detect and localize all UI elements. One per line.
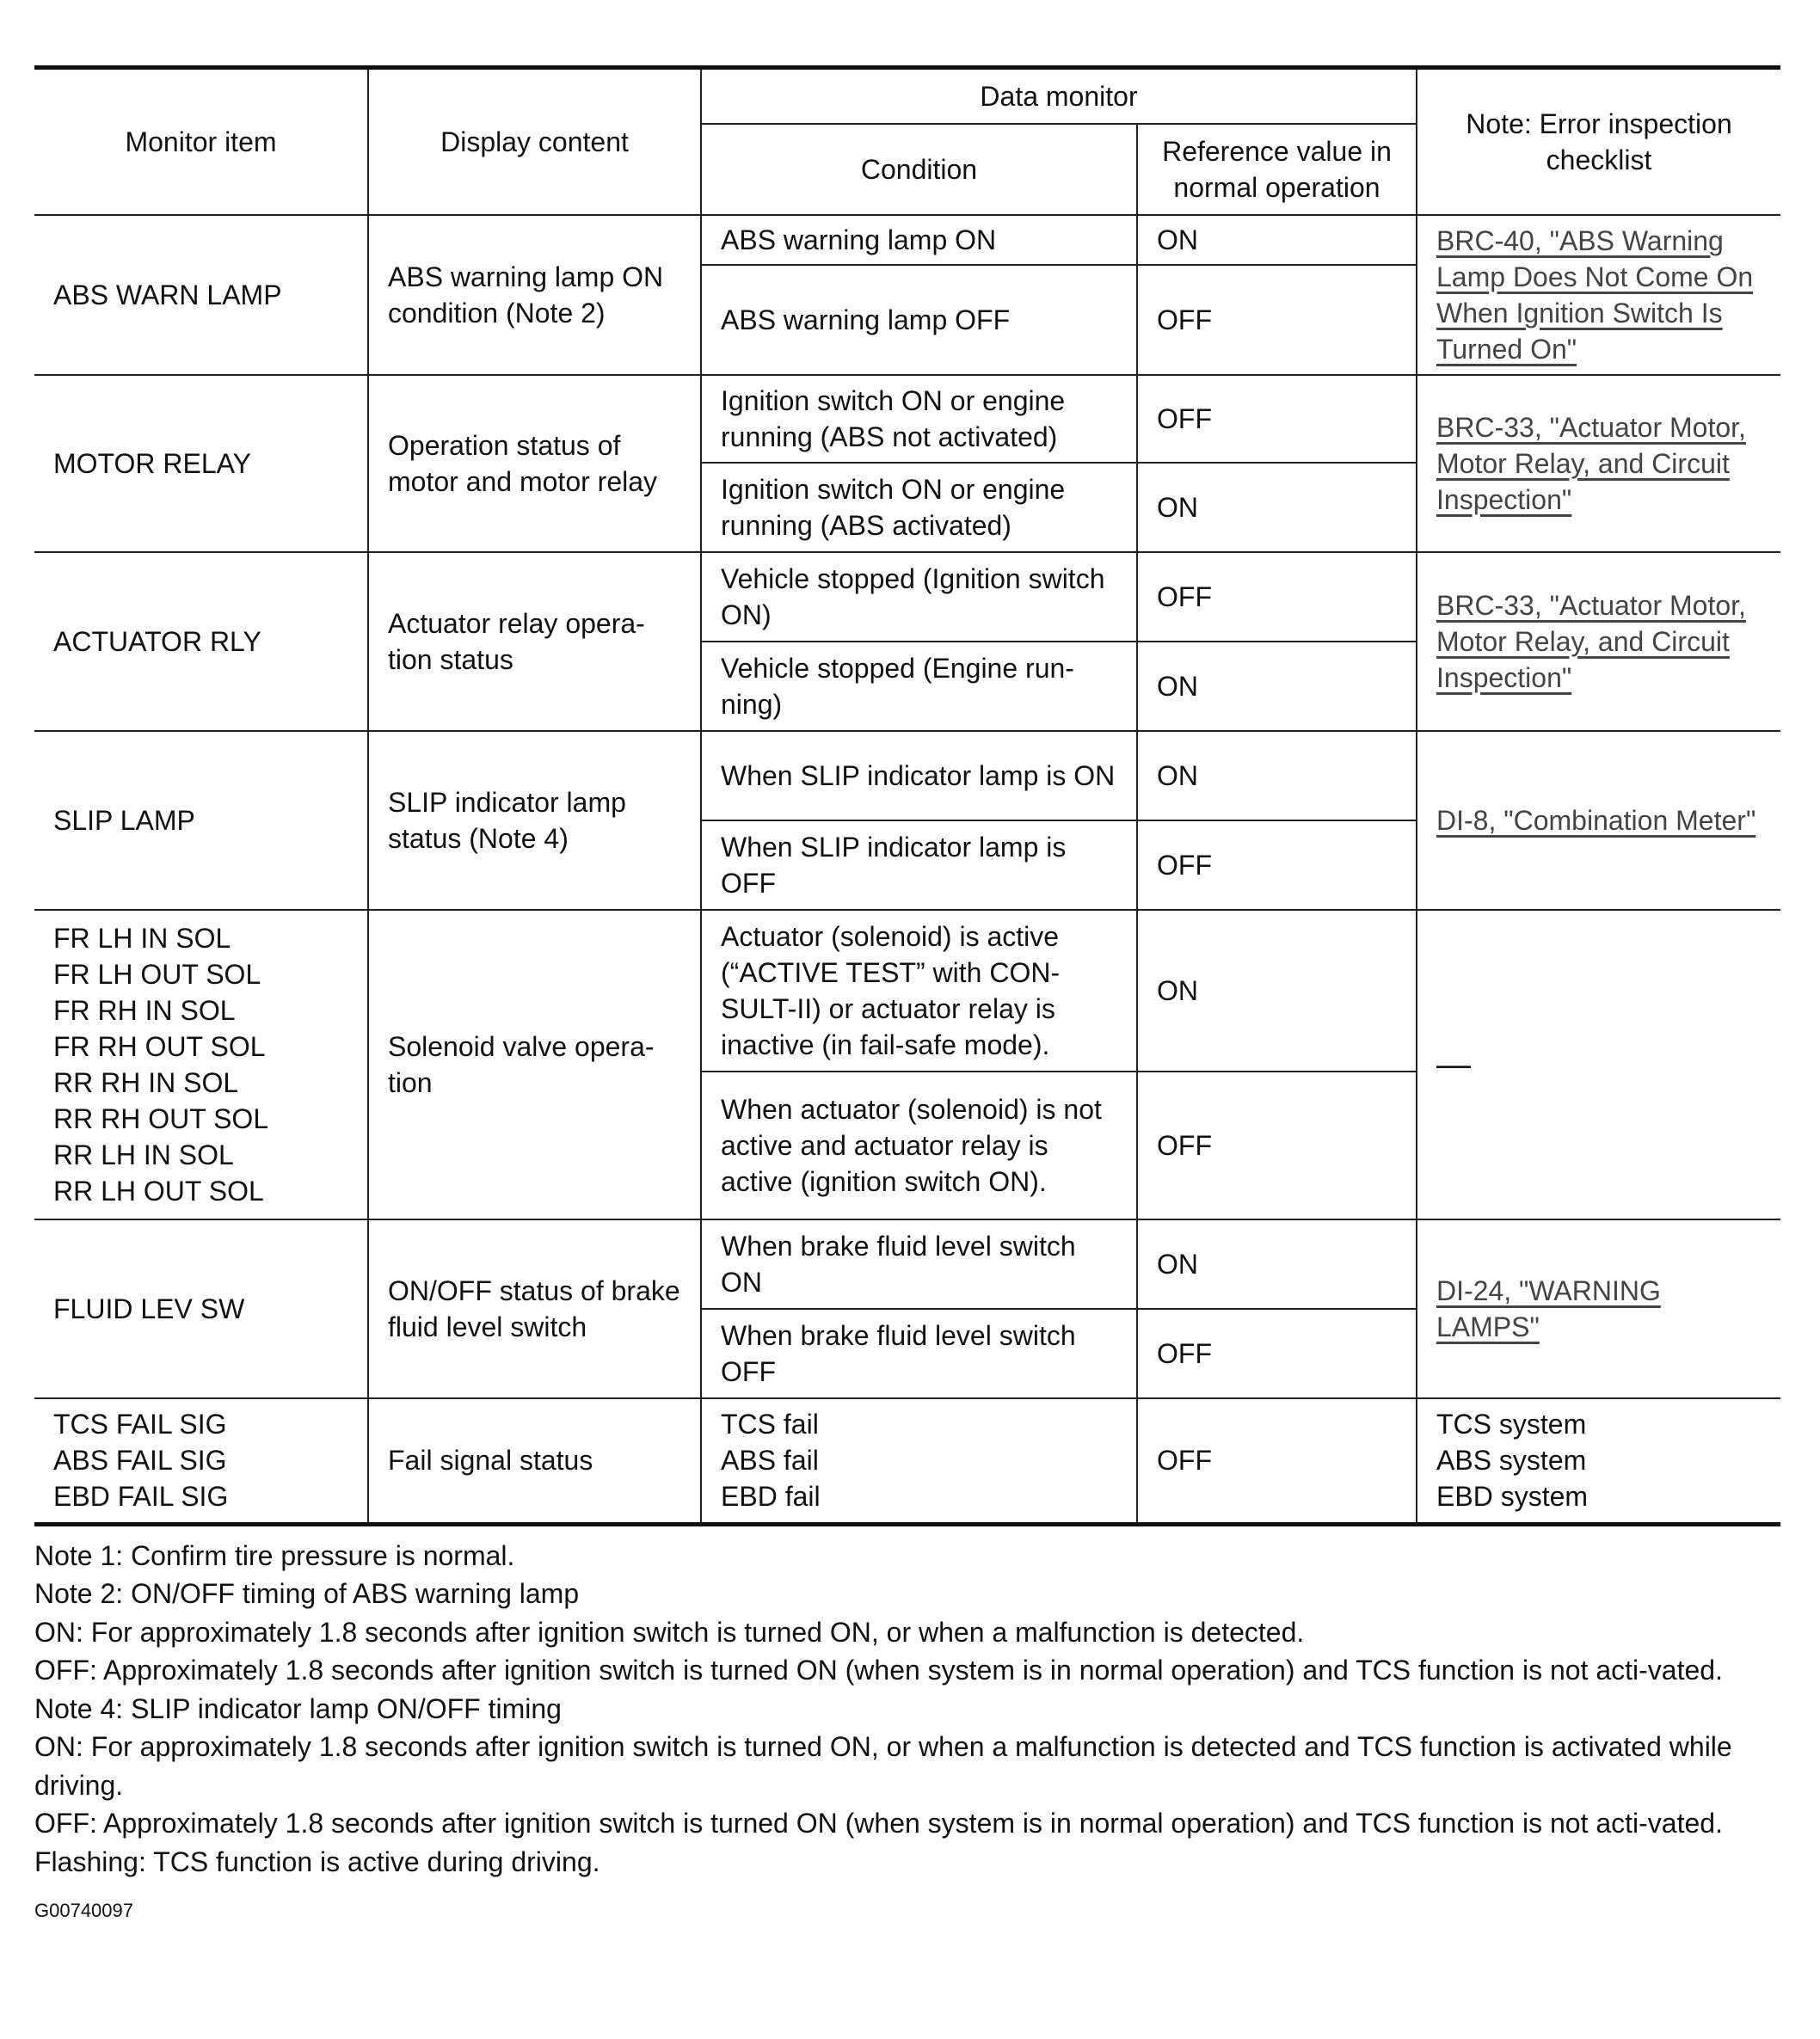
reference-value-cell: ON: [1137, 731, 1417, 820]
data-monitor-table: [34, 65, 1780, 1526]
condition-cell: When SLIP indicator lamp is ON: [701, 731, 1137, 820]
checklist-systems: TCS system ABS system EBD system: [1417, 1398, 1780, 1524]
header-reference-value: Reference value in normal operation: [1137, 124, 1417, 215]
table-row: [34, 552, 1780, 642]
condition-cell: When brake fluid level switch OFF: [701, 1309, 1137, 1398]
note-line: OFF: Approximately 1.8 seconds after ignition switch is turned ON (when system is in normal operation) and TCS function is not acti-vated.: [34, 1655, 1723, 1686]
reference-value-cell: OFF: [1137, 1398, 1417, 1524]
condition-cell: Ignition switch ON or engine running (ABS activated): [701, 463, 1137, 552]
header-display-content: Display content: [368, 68, 701, 216]
reference-value-cell: OFF: [1137, 1309, 1417, 1398]
checklist-link[interactable]: DI-24, "WARNING LAMPS": [1417, 1219, 1780, 1398]
condition-cell: ABS warning lamp ON: [701, 215, 1137, 265]
monitor-item: FR LH IN SOL FR LH OUT SOL FR RH IN SOL FR RH OUT SOL RR RH IN SOL RR RH OUT SOL RR LH IN SOL RR LH OUT SOL: [34, 910, 368, 1219]
monitor-item: FLUID LEV SW: [34, 1219, 368, 1398]
condition-cell: When actuator (solenoid) is not active and actuator relay is active (ignition switch ON).: [701, 1072, 1137, 1219]
reference-value-cell: ON: [1137, 910, 1417, 1072]
checklist-link[interactable]: BRC-33, "Actuator Motor, Motor Relay, and Circuit Inspection": [1417, 552, 1780, 731]
header-data-monitor: Data monitor: [701, 68, 1417, 125]
header-condition: Condition: [701, 124, 1137, 215]
table-row: [34, 375, 1780, 463]
reference-value-cell: OFF: [1137, 375, 1417, 463]
reference-value-cell: ON: [1137, 642, 1417, 731]
monitor-item: SLIP LAMP: [34, 731, 368, 910]
checklist-link[interactable]: BRC-40, "ABS Warning Lamp Does Not Come On When Ignition Switch Is Turned On": [1417, 215, 1780, 375]
reference-value-cell: OFF: [1137, 1072, 1417, 1219]
table-row: [34, 731, 1780, 820]
display-content: Fail signal status: [368, 1398, 701, 1524]
condition-cell: Vehicle stopped (Engine run-ning): [701, 642, 1137, 731]
reference-value-cell: OFF: [1137, 820, 1417, 910]
checklist-link[interactable]: BRC-33, "Actuator Motor, Motor Relay, and Circuit Inspection": [1417, 375, 1780, 552]
condition-cell: When brake fluid level switch ON: [701, 1219, 1137, 1309]
document: [34, 65, 1780, 1922]
table-row: [34, 910, 1780, 1072]
reference-value-cell: OFF: [1137, 265, 1417, 375]
monitor-item: TCS FAIL SIG ABS FAIL SIG EBD FAIL SIG: [34, 1398, 368, 1524]
note-line: Note 2: ON/OFF timing of ABS warning lamp: [34, 1578, 580, 1609]
display-content: Operation status of motor and motor relay: [368, 375, 701, 552]
reference-value-cell: OFF: [1137, 552, 1417, 642]
header-monitor-item: Monitor item: [34, 68, 368, 216]
reference-value-cell: ON: [1137, 215, 1417, 265]
note-line: ON: For approximately 1.8 seconds after ignition switch is turned ON, or when a malfunction is detected and TCS function is activated while driving.: [34, 1731, 1732, 1801]
condition-cell: ABS warning lamp OFF: [701, 265, 1137, 375]
note-line: OFF: Approximately 1.8 seconds after ignition switch is turned ON (when system is in normal operation) and TCS function is not acti-vated.: [34, 1808, 1723, 1839]
reference-value-cell: ON: [1137, 1219, 1417, 1309]
monitor-item: MOTOR RELAY: [34, 375, 368, 552]
checklist-none: —: [1417, 910, 1780, 1219]
display-content: Solenoid valve opera-tion: [368, 910, 701, 1219]
notes: [34, 1537, 1780, 1882]
display-content: SLIP indicator lamp status (Note 4): [368, 731, 701, 910]
note-line: Flashing: TCS function is active during driving.: [34, 1846, 600, 1877]
reference-value-cell: ON: [1137, 463, 1417, 552]
condition-cell: Vehicle stopped (Ignition switch ON): [701, 552, 1137, 642]
header-note-checklist: Note: Error inspection checklist: [1417, 68, 1780, 216]
figure-code: G00740097: [34, 1900, 133, 1921]
condition-cell: Ignition switch ON or engine running (ABS not activated): [701, 375, 1137, 463]
display-content: ABS warning lamp ON condition (Note 2): [368, 215, 701, 375]
display-content: ON/OFF status of brake fluid level switch: [368, 1219, 701, 1398]
note-line: ON: For approximately 1.8 seconds after ignition switch is turned ON, or when a malfunction is detected.: [34, 1616, 1305, 1648]
checklist-link[interactable]: DI-8, "Combination Meter": [1417, 731, 1780, 910]
note-line: Note 1: Confirm tire pressure is normal.: [34, 1539, 515, 1571]
monitor-item: ACTUATOR RLY: [34, 552, 368, 731]
note-line: Note 4: SLIP indicator lamp ON/OFF timing: [34, 1692, 562, 1724]
condition-cell: When SLIP indicator lamp is OFF: [701, 820, 1137, 910]
condition-cell: Actuator (solenoid) is active (“ACTIVE TEST” with CON-SULT-II) or actuator relay is inactive (in fail-safe mode).: [701, 910, 1137, 1072]
monitor-item: ABS WARN LAMP: [34, 215, 368, 375]
table-row: [34, 1398, 1780, 1524]
table-row: [34, 1219, 1780, 1309]
display-content: Actuator relay opera-tion status: [368, 552, 701, 731]
table-row: [34, 215, 1780, 265]
condition-cell: TCS fail ABS fail EBD fail: [701, 1398, 1137, 1524]
